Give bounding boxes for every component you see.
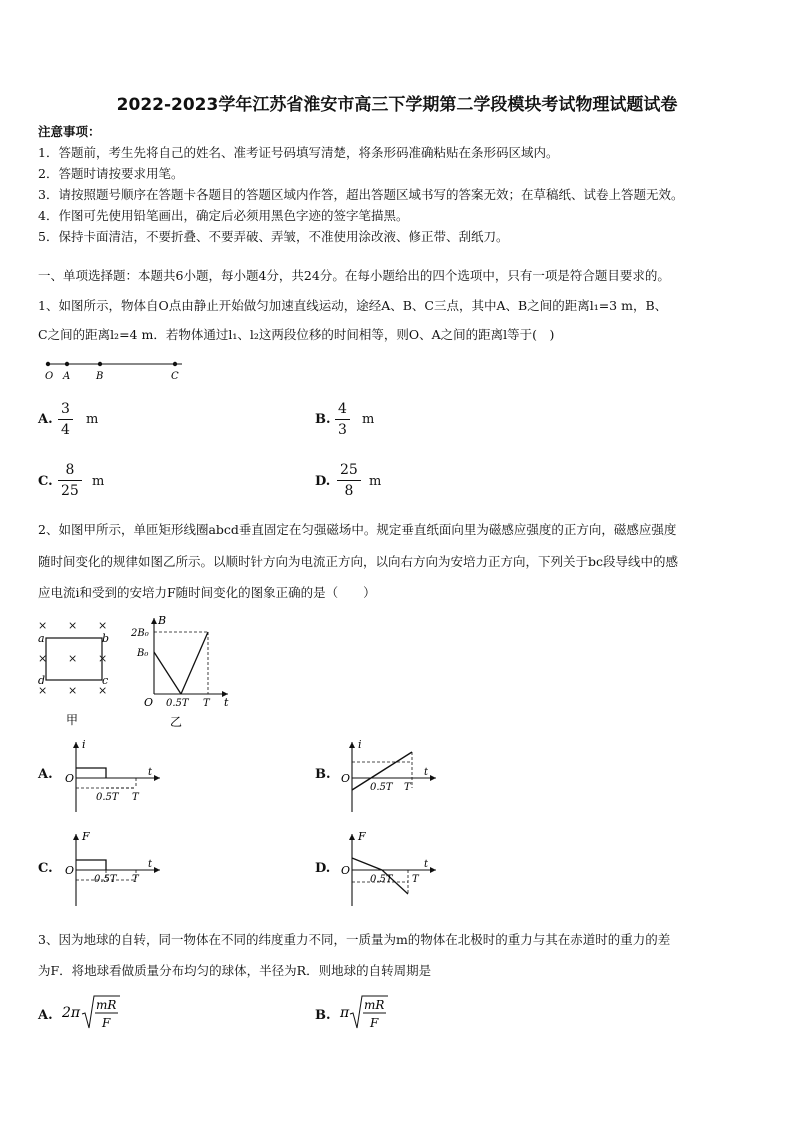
notice-item: 2．答题时请按要求用笔。 <box>38 166 184 181</box>
q1-option-b-unit: m <box>362 412 375 427</box>
origin-label: O <box>341 864 351 877</box>
axis-label-x: t <box>148 767 153 778</box>
q1-line-diagram <box>40 355 200 385</box>
tick-label: 0.5T <box>96 792 119 803</box>
q1-option-b-fraction: $\frac{4}{3}$ <box>335 401 350 438</box>
axis-label-y: B <box>158 614 167 627</box>
tick-label: 0.5T <box>370 874 393 885</box>
formula-denominator: F <box>102 1016 111 1030</box>
q2-option-a-label[interactable]: A. <box>38 767 53 782</box>
point-label: C <box>171 371 179 382</box>
point-label: B <box>96 371 104 382</box>
tick-label: T <box>412 874 419 885</box>
origin-label: O <box>65 772 75 785</box>
axis-label-x: t <box>424 767 429 778</box>
q2-option-c-graph[interactable] <box>62 830 172 910</box>
q1-option-a-fraction: $\frac{3}{4}$ <box>58 401 73 438</box>
q1-option-c-fraction: $\frac{8}{25}$ <box>58 462 82 499</box>
corner-label: c <box>102 674 109 687</box>
figure-caption: 甲 <box>66 713 79 727</box>
q1-option-c-unit: m <box>92 474 105 489</box>
tick-label: T <box>132 792 139 803</box>
q2-option-b-label[interactable]: B. <box>315 767 331 782</box>
svg-text:×: × <box>68 684 78 697</box>
q3-stem-line2: 为F．将地球看做质量分布均匀的球体，半径为R．则地球的自转周期是 <box>38 963 432 978</box>
svg-text:×: × <box>98 684 108 697</box>
axis-label-y: i <box>358 738 362 751</box>
formula-denominator: F <box>370 1016 379 1030</box>
tick-label: T <box>132 874 139 885</box>
svg-text:×: × <box>68 619 78 632</box>
corner-label: d <box>38 674 46 687</box>
tick-label: 2B₀ <box>131 628 149 639</box>
q1-option-b-label[interactable]: B. <box>315 412 331 427</box>
tick-label: 0.5T <box>370 782 393 793</box>
q2-option-d-label[interactable]: D. <box>315 861 331 876</box>
q3-stem-line1: 3、因为地球的自转，同一物体在不同的纬度重力不同，一质量为m的物体在北极时的重力与其在赤道时的重力的差 <box>38 932 671 947</box>
q2-option-b-graph[interactable] <box>338 738 448 818</box>
axis-label-x: t <box>424 859 429 870</box>
point-label: O <box>45 371 54 382</box>
point-label: A <box>63 371 71 382</box>
tick-label: B₀ <box>137 648 149 659</box>
notice-heading: 注意事项： <box>38 124 101 139</box>
notice-item: 5．保持卡面清洁，不要折叠、不要弄破、弄皱，不准使用涂改液、修正带、刮纸刀。 <box>38 229 509 244</box>
svg-text:×: × <box>98 619 108 632</box>
q3-option-b-formula <box>340 994 400 1038</box>
q2-stem-line1: 2、如图甲所示，单匝矩形线圈abcd垂直固定在匀强磁场中。规定垂直纸面向里为磁感应强度的正方向，磁感应强度 <box>38 522 677 537</box>
q1-option-c-label[interactable]: C. <box>38 474 53 489</box>
formula-coefficient: π <box>340 1005 350 1021</box>
q2-stem-line2: 随时间变化的规律如图乙所示。以顺时针方向为电流正方向，以向右方向为安培力正方向，下列关于bc段导线中的感 <box>38 554 679 569</box>
q1-option-d-unit: m <box>369 474 382 489</box>
figure-caption: 乙 <box>170 715 183 729</box>
axis-label-y: F <box>358 830 366 843</box>
svg-text:×: × <box>98 652 108 665</box>
formula-numerator: mR <box>364 998 385 1012</box>
formula-numerator: mR <box>96 998 117 1012</box>
q2-option-d-graph[interactable] <box>338 830 448 910</box>
svg-text:×: × <box>38 684 48 697</box>
tick-label: T <box>404 782 411 793</box>
q1-option-a-unit: m <box>86 412 99 427</box>
q1-option-d-label[interactable]: D. <box>315 474 331 489</box>
tick-label: 0.5T <box>166 698 189 709</box>
axis-label-x: t <box>224 696 229 709</box>
svg-text:×: × <box>68 652 78 665</box>
q1-stem-line1: 1、如图所示，物体自O点由静止开始做匀加速直线运动，途经A、B、C三点，其中A、B之间的距离l₁=3 m，B、 <box>38 298 668 313</box>
formula-coefficient: 2π <box>62 1005 81 1021</box>
q2-option-c-label[interactable]: C. <box>38 861 53 876</box>
q1-stem-line2: C之间的距离l₂=4 m．若物体通过l₁、l₂这两段位移的时间相等，则O、A之间的距离l等于( ) <box>38 327 555 342</box>
q3-option-a-formula <box>62 994 132 1038</box>
q2-stem-line3: 应电流i和受到的安培力F随时间变化的图象正确的是（ ） <box>38 585 376 600</box>
notice-item: 1．答题前，考生先将自己的姓名、准考证号码填写清楚，将条形码准确粘贴在条形码区域内。 <box>38 145 559 160</box>
axis-label-x: t <box>148 859 153 870</box>
axis-label-y: i <box>82 738 86 751</box>
origin-label: O <box>144 696 154 709</box>
origin-label: O <box>341 772 351 785</box>
notice-item: 3．请按照题号顺序在答题卡各题目的答题区域内作答，超出答题区域书写的答案无效；在草稿纸、试卷上答题无效。 <box>38 187 684 202</box>
section-heading: 一、单项选择题：本题共6小题，每小题4分，共24分。在每小题给出的四个选项中，只有一项是符合题目要求的。 <box>38 268 670 283</box>
notice-item: 4．作图可先使用铅笔画出，确定后必须用黑色字迹的签字笔描黑。 <box>38 208 409 223</box>
origin-label: O <box>65 864 75 877</box>
svg-text:×: × <box>38 652 48 665</box>
q2-option-a-graph[interactable] <box>62 738 172 818</box>
q2-figure-yi <box>128 612 238 730</box>
q3-option-b-label[interactable]: B. <box>315 1008 331 1023</box>
page-title: 2022-2023学年江苏省淮安市高三下学期第二学段模块考试物理试题试卷 <box>116 95 678 115</box>
corner-label: a <box>38 632 45 645</box>
tick-label: 0.5T <box>94 874 117 885</box>
q2-figure-jia <box>36 618 116 728</box>
q1-option-d-fraction: $\frac{25}{8}$ <box>337 462 361 499</box>
tick-label: T <box>203 698 210 709</box>
axis-label-y: F <box>82 830 90 843</box>
svg-text:×: × <box>38 619 48 632</box>
q3-option-a-label[interactable]: A. <box>38 1008 53 1023</box>
corner-label: b <box>102 632 110 645</box>
q1-option-a-label[interactable]: A. <box>38 412 53 427</box>
